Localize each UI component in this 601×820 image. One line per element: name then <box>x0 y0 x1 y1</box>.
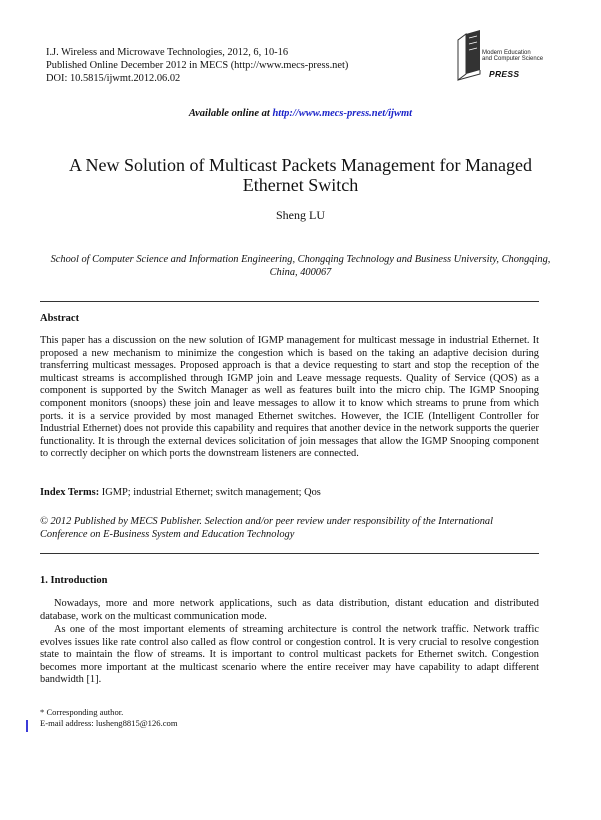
paper-title: A New Solution of Multicast Packets Management for Managed Ethernet Switch <box>69 155 532 195</box>
available-online: Available online at http://www.mecs-press.net/ijwmt <box>188 108 413 119</box>
footnote-corresponding: * Corresponding author. <box>40 707 124 717</box>
journal-url-link[interactable]: http://www.mecs-press.net/ijwmt <box>272 108 413 119</box>
change-bar <box>26 720 28 732</box>
author-name: Sheng LU <box>276 208 325 222</box>
intro-paragraph-1: Nowadays, more and more network applications, such as data distribution, distant education and distributed database, work on the multicast communication mode. <box>40 598 539 622</box>
index-terms-label: Index Terms: <box>40 487 100 498</box>
index-terms-text: IGMP; industrial Ethernet; switch management; Qos <box>99 487 321 498</box>
publisher-logo-text: Modern Education and Computer Science <box>482 50 544 63</box>
journal-header-doi: DOI: 10.5815/ijwmt.2012.06.02 <box>46 73 181 84</box>
copyright-notice: © 2012 Published by MECS Publisher. Selection and/or peer review under responsibility of the International Conference on E-Business System and Education Technology <box>40 516 493 540</box>
index-terms <box>40 487 539 500</box>
author-affiliation: School of Computer Science and Information Engineering, Chongqing Technology and Business University, Chongqing, China, 400067 <box>50 254 551 278</box>
footnote-email: E-mail address: lusheng8815@126.com <box>40 718 178 728</box>
journal-header-line2: Published Online December 2012 in MECS (http://www.mecs-press.net) <box>46 60 349 71</box>
abstract-heading: Abstract <box>40 313 80 324</box>
divider-bottom <box>40 553 539 554</box>
footnote <box>40 707 178 729</box>
divider-top <box>40 301 539 302</box>
journal-header-line1: I.J. Wireless and Microwave Technologies, 2012, 6, 10-16 <box>46 47 289 58</box>
journal-header <box>46 46 348 85</box>
publisher-logo-press: PRESS <box>489 69 520 79</box>
abstract-text: This paper has a discussion on the new solution of IGMP management for multicast message in industrial Ethernet. It proposed a new mechanism to minimize the congestion which is based on the taking an adaptive decision during transferring multicast messages. Proposed approach is that a device requesting to start and stop the reception of the multicast streams is accomplished through IGMP join and Leave message requests. Quality of Service (QOS) as a component is supported by the Switch Manager as well as features built into the micro chip. The IGMP Snooping component monitors (snoops) these join and leave messages to allow it to know which streams to prune from which ports. it is a service provided by most managed Ethernet switches. However, the ICIE (Intelligent Controller for Industrial Ethernet) does not provide this capability and requires that another device in the network supports the querier functionality. It is through the external devices solicitation of join messages that allow the IGMP Snooping component to correctly decipher on which ports the downstream listeners are connected. <box>40 335 539 460</box>
intro-heading: 1. Introduction <box>40 575 108 586</box>
intro-paragraph-2: As one of the most important elements of streaming architecture is control the network traffic. Network traffic evolves issues like rate control also called as flow control or congestion control. It is very crucial to resolve congestion state to maintain the flow of streams. It is important to control multicast packets for Ethernet switch. Congestion becomes more important at the multicast scenario where the entire receiver may have capability to adapt different bandwidth [1]. <box>40 624 539 686</box>
